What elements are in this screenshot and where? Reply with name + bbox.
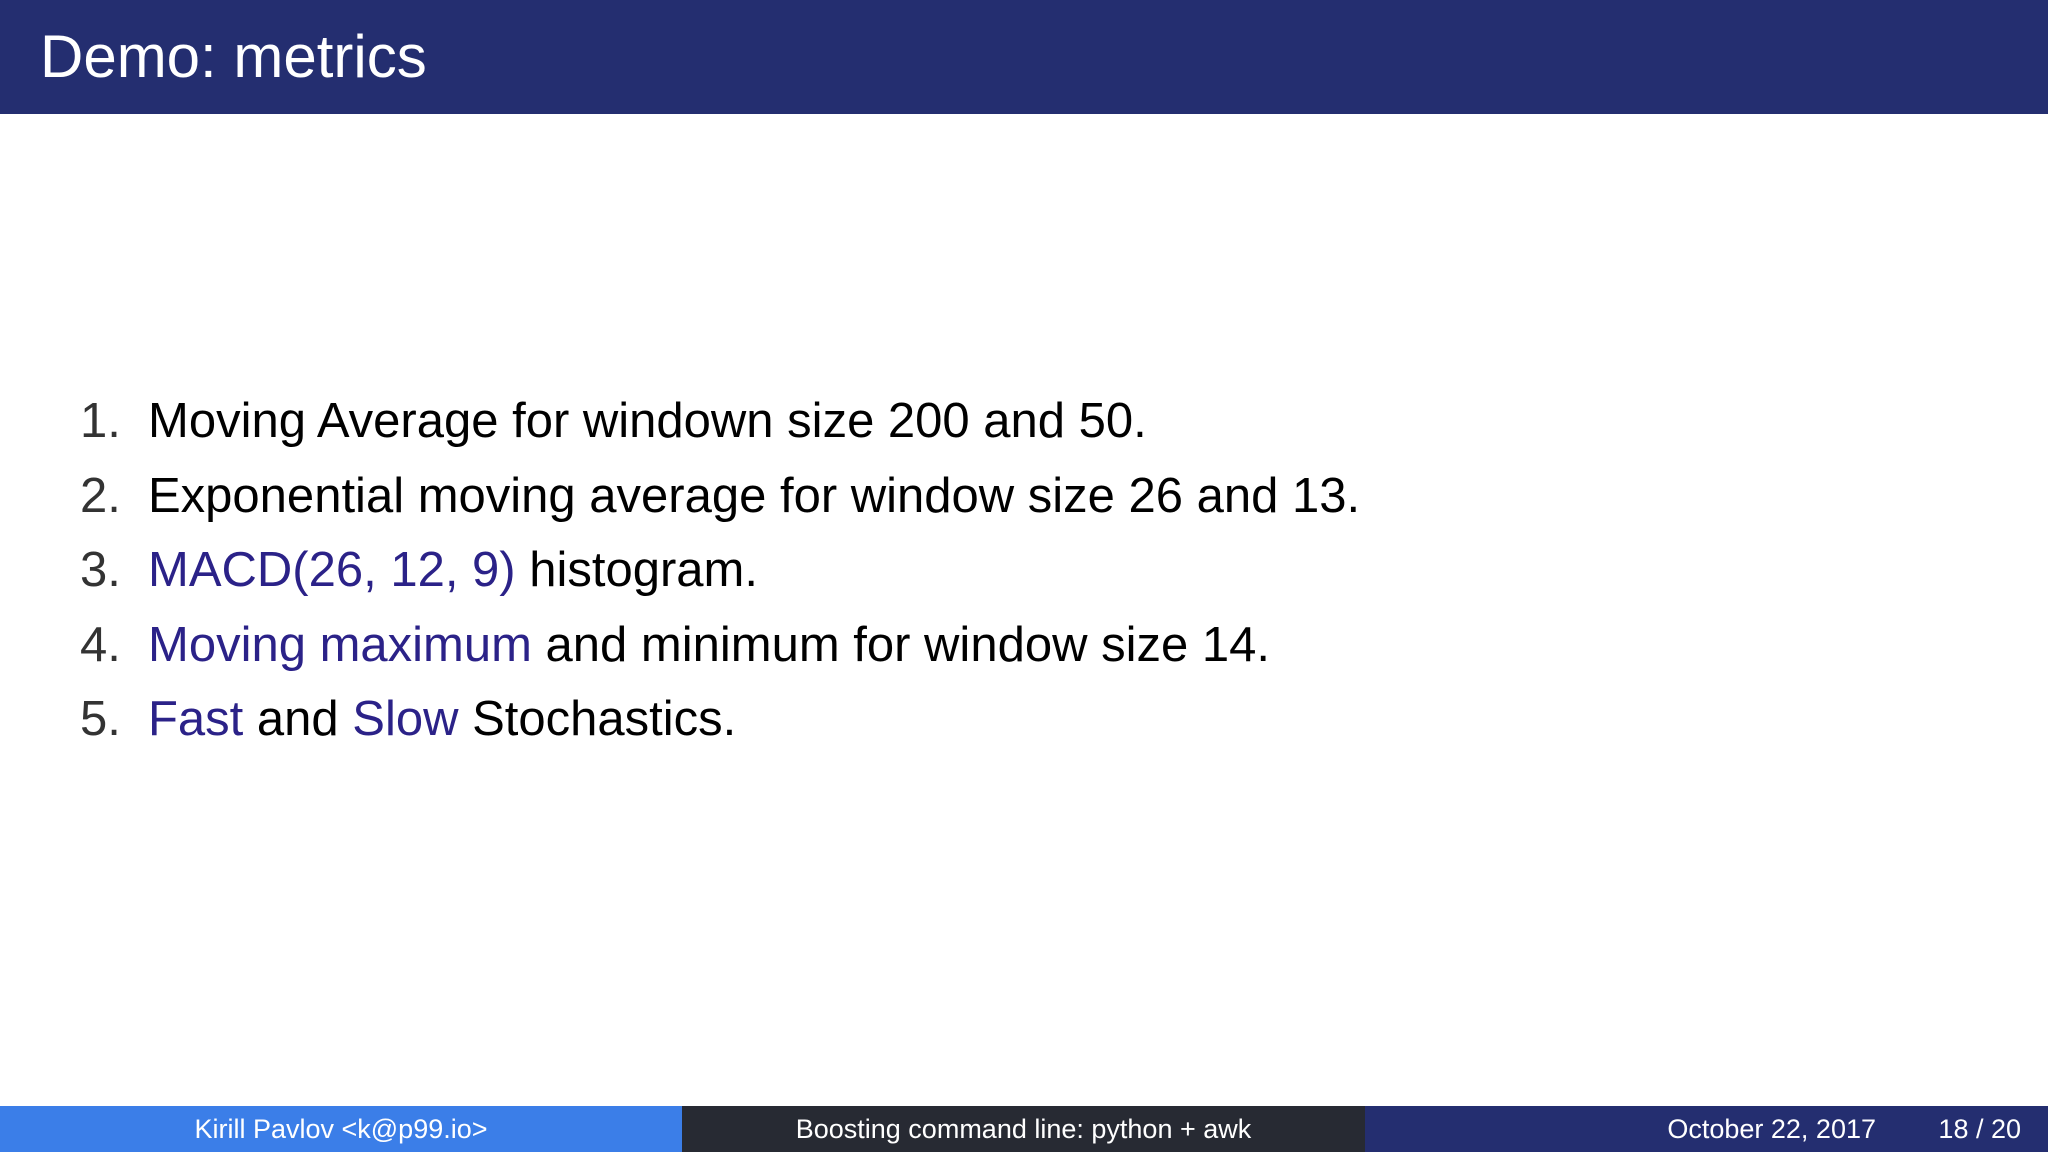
footer-info [1365,1106,2048,1152]
list-item-text: Exponential moving average for window size 26 and 13. [148,468,1361,523]
slide-content [0,114,2048,1106]
list-item-number: 3. [80,543,121,597]
list-item [80,533,1360,608]
list-item-text: Moving Average for windown size 200 and 50. [148,394,1147,448]
list-item-number: 1. [80,394,121,448]
list-item-number: 4. [80,617,121,672]
highlighted-term: Slow [352,692,459,746]
title-bar [0,0,2048,114]
list-item-number: 2. [80,468,121,523]
footer-talk-title: Boosting command line: python + awk [682,1106,1365,1152]
metrics-list [80,384,1360,757]
highlighted-term: Moving maximum [148,617,532,672]
list-item [80,384,1360,459]
footer-date: October 22, 2017 [1667,1114,1876,1144]
list-item-text: and minimum for window size 14. [531,617,1270,672]
list-item-text: and [243,692,353,746]
list-item-text: histogram. [515,543,758,597]
page-number: 18 / 20 [1938,1114,2021,1144]
list-item-text: Stochastics. [458,692,737,746]
footer-bar [0,1106,2048,1152]
highlighted-term: MACD(26, 12, 9) [148,543,516,597]
list-item [80,682,1360,757]
list-item [80,459,1360,534]
list-item-number: 5. [80,692,121,746]
footer-author: Kirill Pavlov <k@p99.io> [0,1106,682,1152]
highlighted-term: Fast [148,692,244,746]
slide-title: Demo: metrics [40,23,427,90]
list-item [80,608,1360,683]
